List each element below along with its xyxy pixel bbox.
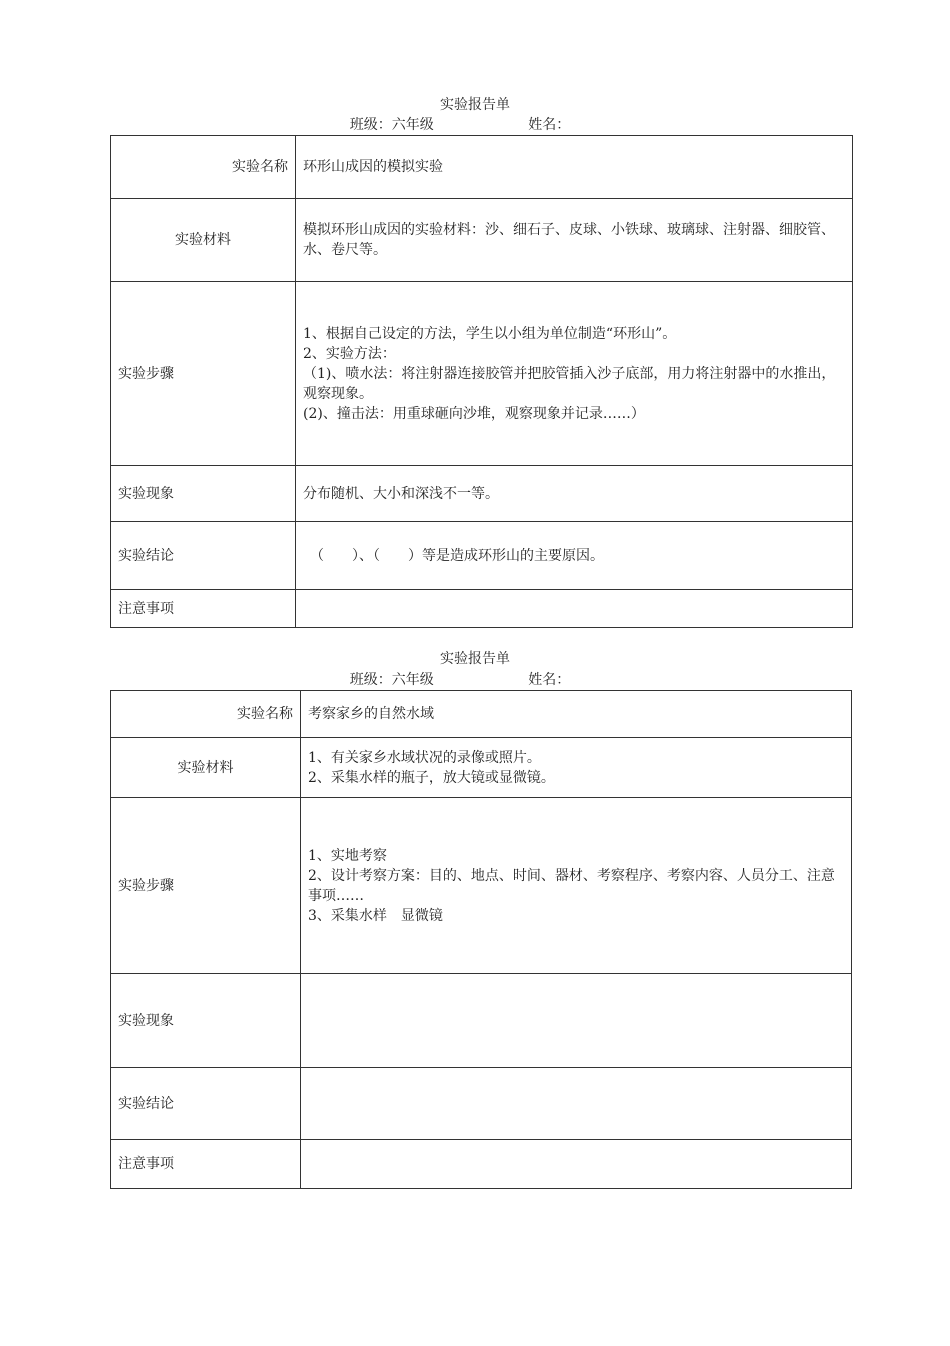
report1-row-steps	[111, 282, 853, 466]
report2-row-conclusion	[111, 1068, 852, 1140]
report2-row-materials	[111, 738, 852, 798]
report2-notes-value	[301, 1140, 852, 1189]
report1-table	[110, 135, 853, 628]
report2-table	[110, 690, 852, 1189]
report1-title: 实验报告单	[440, 97, 510, 113]
report1-header-line	[0, 116, 950, 134]
report1-phenomenon-label: 实验现象	[111, 466, 296, 522]
report1-steps-value	[296, 282, 853, 466]
report2-header-line	[0, 671, 950, 689]
report2-phenomenon-value	[301, 974, 852, 1068]
report1-row-name	[111, 136, 853, 199]
report1-steps-label: 实验步骤	[111, 282, 296, 466]
report2-material-line: 2、采集水样的瓶子，放大镜或显微镜。	[308, 769, 555, 786]
report2-phenomenon-label: 实验现象	[111, 974, 301, 1068]
report2-step-line: 2、设计考察方案：目的、地点、时间、器材、考察程序、考察内容、人员分工、注意事项……	[308, 867, 835, 904]
report2-conclusion-label: 实验结论	[111, 1068, 301, 1140]
report1-notes-value	[296, 590, 853, 628]
report2-step-line: 3、采集水样 显微镜	[308, 907, 443, 924]
report1-step-line: 2、实验方法：	[303, 345, 396, 362]
report2-step-line: 1、实地考察	[308, 847, 387, 864]
report1-materials-label: 实验材料	[111, 199, 296, 282]
report2-name-value: 考察家乡的自然水域	[301, 691, 852, 738]
report1-name-label: 姓名：	[528, 117, 571, 133]
report1-name-value: 环形山成因的模拟实验	[296, 136, 853, 199]
report1-materials-value: 模拟环形山成因的实验材料：沙、细石子、皮球、小铁球、玻璃球、注射器、细胶管、水、卷尺等。	[296, 199, 853, 282]
report1-row-materials	[111, 199, 853, 282]
report1-row-conclusion	[111, 522, 853, 590]
report1-conclusion-value: （ ）、（ ）等是造成环形山的主要原因。	[296, 522, 853, 590]
report2-row-phenomenon	[111, 974, 852, 1068]
report1-step-line: （1)、喷水法：将注射器连接胶管并把胶管插入沙子底部，用力将注射器中的水推出，观察现象。	[303, 365, 836, 402]
report2-notes-label: 注意事项	[111, 1140, 301, 1189]
report1-step-line: (2)、撞击法：用重球砸向沙堆，观察现象并记录……）	[303, 405, 645, 422]
report2-conclusion-value	[301, 1068, 852, 1140]
report2-row-name	[111, 691, 852, 738]
report1-row-phenomenon	[111, 466, 853, 522]
report2-name-label: 姓名：	[528, 672, 571, 688]
report2-materials-value	[301, 738, 852, 798]
report1-row-notes	[111, 590, 853, 628]
report1-class-label: 班级：六年级	[349, 117, 434, 133]
report2-steps-label: 实验步骤	[111, 798, 301, 974]
report1-phenomenon-value: 分布随机、大小和深浅不一等。	[296, 466, 853, 522]
report1-step-line: 1、根据自己设定的方法，学生以小组为单位制造“环形山”。	[303, 325, 677, 342]
report2-row-notes	[111, 1140, 852, 1189]
report2-class-label: 班级：六年级	[349, 672, 434, 688]
report2-row-steps	[111, 798, 852, 974]
report2-title: 实验报告单	[440, 651, 510, 667]
report1-conclusion-label: 实验结论	[111, 522, 296, 590]
report1-name-label-cell: 实验名称	[111, 136, 296, 199]
report2-steps-value	[301, 798, 852, 974]
report2-materials-label: 实验材料	[111, 738, 301, 798]
report2-name-label-cell: 实验名称	[111, 691, 301, 738]
report2-material-line: 1、有关家乡水域状况的录像或照片。	[308, 749, 541, 766]
report1-notes-label: 注意事项	[111, 590, 296, 628]
